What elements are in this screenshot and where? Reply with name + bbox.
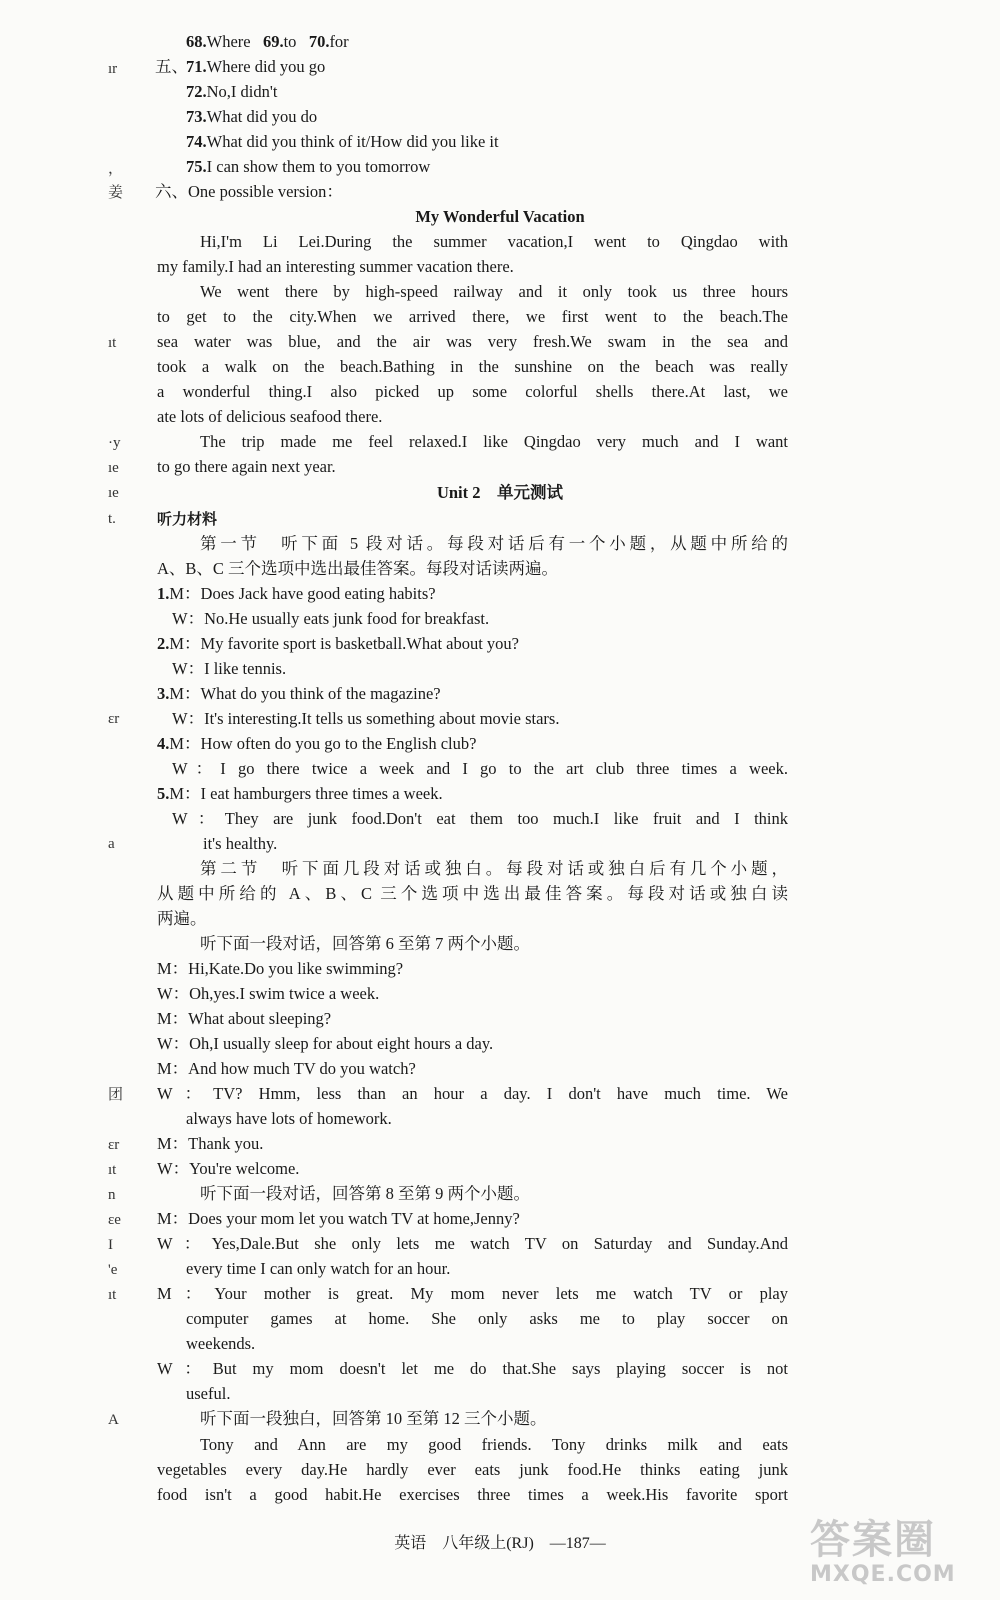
answer-73: [186, 105, 317, 129]
part1-instruction: 第一节 听下面 5 段对话。每段对话后有一个小题，从题中所给的: [200, 534, 788, 553]
conversation-line: useful.: [186, 1384, 231, 1403]
essay-line: ate lots of delicious seafood there.: [157, 407, 383, 426]
answer-71: [186, 55, 325, 79]
conversation-line: M：Does your mom let you watch TV at home,Jenny?: [157, 1209, 520, 1228]
margin-fragment: ıe: [108, 485, 119, 501]
question-number: 2.: [157, 634, 170, 653]
essay-line: We went there by high-speed railway and it only took us three hours: [200, 282, 788, 301]
margin-fragment: t.: [108, 511, 116, 527]
section-intro-6-7: 听下面一段对话，回答第 6 至第 7 两个小题。: [200, 934, 530, 953]
conversation-line: W：Oh,yes.I swim twice a week.: [157, 984, 380, 1003]
question-number: 1.: [157, 584, 170, 603]
margin-fragment: ıe: [108, 460, 119, 476]
margin-fragment: ıt: [108, 1162, 117, 1178]
answer-text: What did you think of it/How did you like it: [206, 132, 499, 151]
watermark-text: 答案圈: [810, 1517, 936, 1563]
margin-fragment: ·y: [108, 435, 121, 451]
margin-fragment: ɛr: [108, 711, 120, 727]
essay-line: to go there again next year.: [157, 457, 336, 476]
margin-fragment: ɛr: [108, 1137, 120, 1153]
dialogue-text: M：I eat hamburgers three times a week.: [169, 784, 443, 803]
margin-fragment: a: [108, 836, 115, 852]
answer-text: No,I didn't: [206, 82, 278, 101]
section-intro-8-9: 听下面一段对话，回答第 8 至第 9 两个小题。: [200, 1184, 530, 1203]
answer-74: [186, 130, 499, 154]
conversation-line: M：Your mother is great. My mom never lets me watch TV or play: [157, 1284, 788, 1303]
answer-number: 75.: [186, 157, 207, 176]
conversation-line: always have lots of homework.: [186, 1109, 392, 1128]
margin-fragment: n: [108, 1187, 116, 1203]
margin-fragment: 姜: [108, 185, 124, 201]
dialogue-text: M：How often do you go to the English club?: [169, 734, 477, 753]
conversation-line: W：But my mom doesn't let me do that.She says playing soccer is not: [157, 1359, 788, 1378]
margin-fragment: I: [108, 1237, 113, 1253]
page-footer: 英语 八年级上(RJ) —187—: [394, 1535, 606, 1552]
dialogue-2-m: [157, 632, 519, 656]
dialogue-text: M：Does Jack have good eating habits?: [169, 584, 436, 603]
question-number: 4.: [157, 734, 170, 753]
part1-instruction: A、B、C 三个选项中选出最佳答案。每段对话读两遍。: [157, 559, 559, 578]
conversation-line: M：Thank you.: [157, 1134, 264, 1153]
section-5-label: 五、: [155, 57, 188, 76]
answer-number: 74.: [186, 132, 207, 151]
margin-fragment: ıt: [108, 335, 117, 351]
monologue-line: vegetables every day.He hardly ever eats junk food.He thinks eating junk: [157, 1460, 788, 1479]
dialogue-1-w: W：No.He usually eats junk food for breakfast.: [172, 609, 490, 628]
monologue-line: Tony and Ann are my good friends. Tony drinks milk and eats: [200, 1435, 788, 1454]
margin-fragment: ıt: [108, 1287, 117, 1303]
answer-75: [186, 155, 430, 179]
watermark-url: MXQE.COM: [810, 1562, 956, 1587]
unit-title: Unit 2 单元测试: [436, 483, 564, 502]
monologue-line: food isn't a good habit.He exercises three times a week.His favorite sport: [157, 1485, 788, 1504]
answer-text: Where: [206, 32, 251, 51]
part2-instruction: 第二节 听下面几段对话或独白。每段对话或独白后有几个小题，: [200, 859, 788, 878]
essay-title: My Wonderful Vacation: [415, 207, 585, 226]
watermark-logo: [810, 1518, 980, 1598]
answer-number: 71.: [186, 57, 207, 76]
answer-number: 73.: [186, 107, 207, 126]
answer-text: Where did you go: [206, 57, 326, 76]
dialogue-text: M：What do you think of the magazine?: [169, 684, 441, 703]
essay-line: a wonderful thing.I also picked up some colorful shells there.At last, we: [157, 382, 788, 401]
dialogue-4-w: W：I go there twice a week and I go to the art club three times a week.: [172, 759, 788, 778]
conversation-line: W：Yes,Dale.But she only lets me watch TV on Saturday and Sunday.And: [157, 1234, 788, 1253]
conversation-line: M：And how much TV do you watch?: [157, 1059, 416, 1078]
answer-row-68-70: [186, 30, 349, 54]
essay-line: Hi,I'm Li Lei.During the summer vacation,I went to Qingdao with: [200, 232, 788, 251]
part2-instruction: 从题中所给的 A、B、C 三个选项中选出最佳答案。每段对话或独白读: [157, 884, 788, 903]
answer-text: I can show them to you tomorrow: [206, 157, 431, 176]
dialogue-5-w-cont: it's healthy.: [203, 834, 278, 853]
dialogue-text: M：My favorite sport is basketball.What about you?: [169, 634, 520, 653]
answer-text: to: [283, 32, 297, 51]
dialogue-5-w: W：They are junk food.Don't eat them too much.I like fruit and I think: [172, 809, 788, 828]
conversation-line: W：Oh,I usually sleep for about eight hours a day.: [157, 1034, 494, 1053]
conversation-line: W：TV? Hmm, less than an hour a day. I don't have much time. We: [157, 1084, 788, 1103]
answer-number: 70.: [308, 32, 330, 51]
margin-fragment: 团: [108, 1087, 124, 1103]
margin-fragment: ır: [108, 61, 118, 77]
essay-line: to get to the city.When we arrived there, we first went to the beach.The: [157, 307, 788, 326]
conversation-line: computer games at home. She only asks me to play soccer on: [186, 1309, 788, 1328]
question-number: 5.: [157, 784, 170, 803]
margin-fragment: ɛe: [108, 1212, 121, 1228]
section-6-label: 六、One possible version：: [155, 182, 343, 201]
margin-fragment: ，: [108, 161, 124, 177]
answer-72: [186, 80, 277, 104]
dialogue-4-m: [157, 732, 476, 756]
dialogue-1-m: [157, 582, 436, 606]
answer-number: 68.: [186, 32, 207, 51]
essay-line: my family.I had an interesting summer vacation there.: [157, 257, 514, 276]
conversation-line: every time I can only watch for an hour.: [186, 1259, 451, 1278]
answer-number: 72.: [186, 82, 207, 101]
conversation-line: W：You're welcome.: [157, 1159, 300, 1178]
conversation-line: M：Hi,Kate.Do you like swimming?: [157, 959, 404, 978]
dialogue-5-m: [157, 782, 443, 806]
essay-line: sea water was blue, and the air was very fresh.We swam in the sea and: [157, 332, 788, 351]
margin-fragment: 'e: [108, 1262, 118, 1278]
margin-fragment: A: [108, 1412, 119, 1428]
answer-text: What did you do: [206, 107, 318, 126]
answer-number: 69.: [262, 32, 284, 51]
question-number: 3.: [157, 684, 170, 703]
listening-label: 听力材料: [157, 510, 218, 528]
dialogue-3-m: [157, 682, 441, 706]
essay-line: took a walk on the beach.Bathing in the sunshine on the beach was really: [157, 357, 788, 376]
dialogue-3-w: W：It's interesting.It tells us something about movie stars.: [172, 709, 560, 728]
dialogue-2-w: W：I like tennis.: [172, 659, 287, 678]
essay-line: The trip made me feel relaxed.I like Qingdao very much and I want: [200, 432, 788, 451]
section-intro-10-12: 听下面一段独白，回答第 10 至第 12 三个小题。: [200, 1409, 547, 1428]
conversation-line: M：What about sleeping?: [157, 1009, 332, 1028]
part2-instruction: 两遍。: [157, 909, 207, 928]
conversation-line: weekends.: [186, 1334, 256, 1353]
answer-text: for: [329, 32, 349, 51]
